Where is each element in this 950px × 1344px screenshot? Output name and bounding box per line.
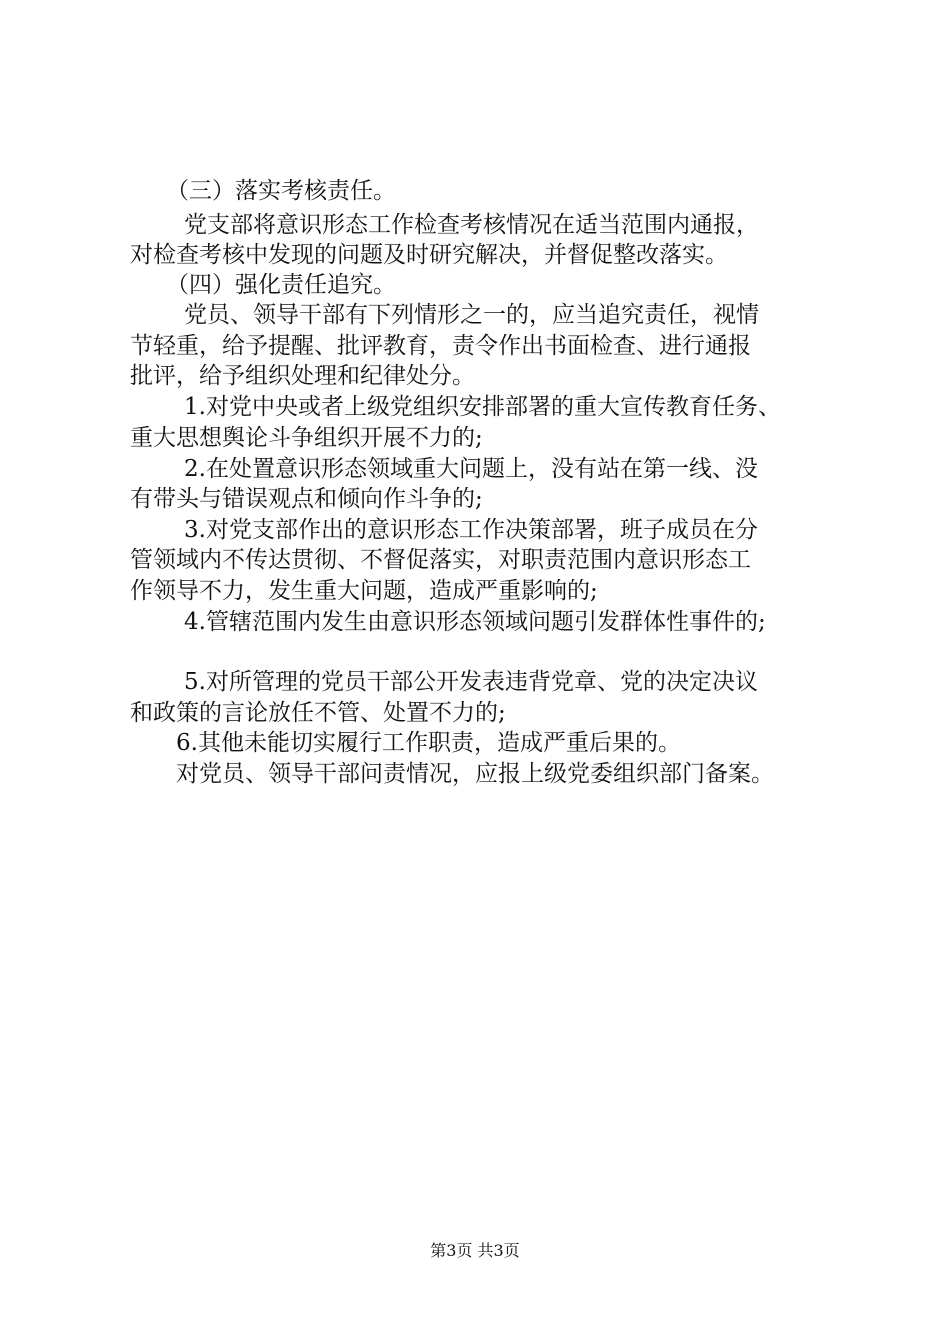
list-item-1: 1.对党中央或者上级党组织安排部署的重大宣传教育任务、 <box>184 394 781 420</box>
section-heading-4: （四）强化责任追究。 <box>166 272 396 298</box>
list-item-6: 6.其他未能切实履行工作职责，造成严重后果的。 <box>176 730 681 756</box>
list-item-4: 4.管辖范围内发生由意识形态领域问题引发群体性事件的; <box>184 609 766 635</box>
page-number-footer: 第3页 共3页 <box>430 1241 520 1260</box>
paragraph-line: 节轻重，给予提醒、批评教育，责令作出书面检查、进行通报 <box>130 333 751 359</box>
paragraph-line: 党支部将意识形态工作检查考核情况在适当范围内通报， <box>184 212 759 238</box>
list-item-3: 3.对党支部作出的意识形态工作决策部署，班子成员在分 <box>184 517 758 543</box>
list-item-2-cont: 有带头与错误观点和倾向作斗争的; <box>130 486 483 512</box>
closing-paragraph: 对党员、领导干部问责情况，应报上级党委组织部门备案。 <box>176 761 774 787</box>
list-item-3-cont: 作领导不力，发生重大问题，造成严重影响的; <box>130 578 598 604</box>
paragraph-line: 对检查考核中发现的问题及时研究解决，并督促整改落实。 <box>130 242 728 268</box>
list-item-1-cont: 重大思想舆论斗争组织开展不力的; <box>130 425 483 451</box>
list-item-5: 5.对所管理的党员干部公开发表违背党章、党的决定决议 <box>184 669 758 695</box>
paragraph-line: 党员、领导干部有下列情形之一的，应当追究责任，视情 <box>184 302 759 328</box>
list-item-3-cont: 管领域内不传达贯彻、不督促落实，对职责范围内意识形态工 <box>130 547 751 573</box>
list-item-2: 2.在处置意识形态领域重大问题上，没有站在第一线、没 <box>184 456 758 482</box>
section-heading-3: （三）落实考核责任。 <box>166 178 396 204</box>
list-item-5-cont: 和政策的言论放任不管、处置不力的; <box>130 700 506 726</box>
paragraph-line: 批评，给予组织处理和纪律处分。 <box>130 363 475 389</box>
